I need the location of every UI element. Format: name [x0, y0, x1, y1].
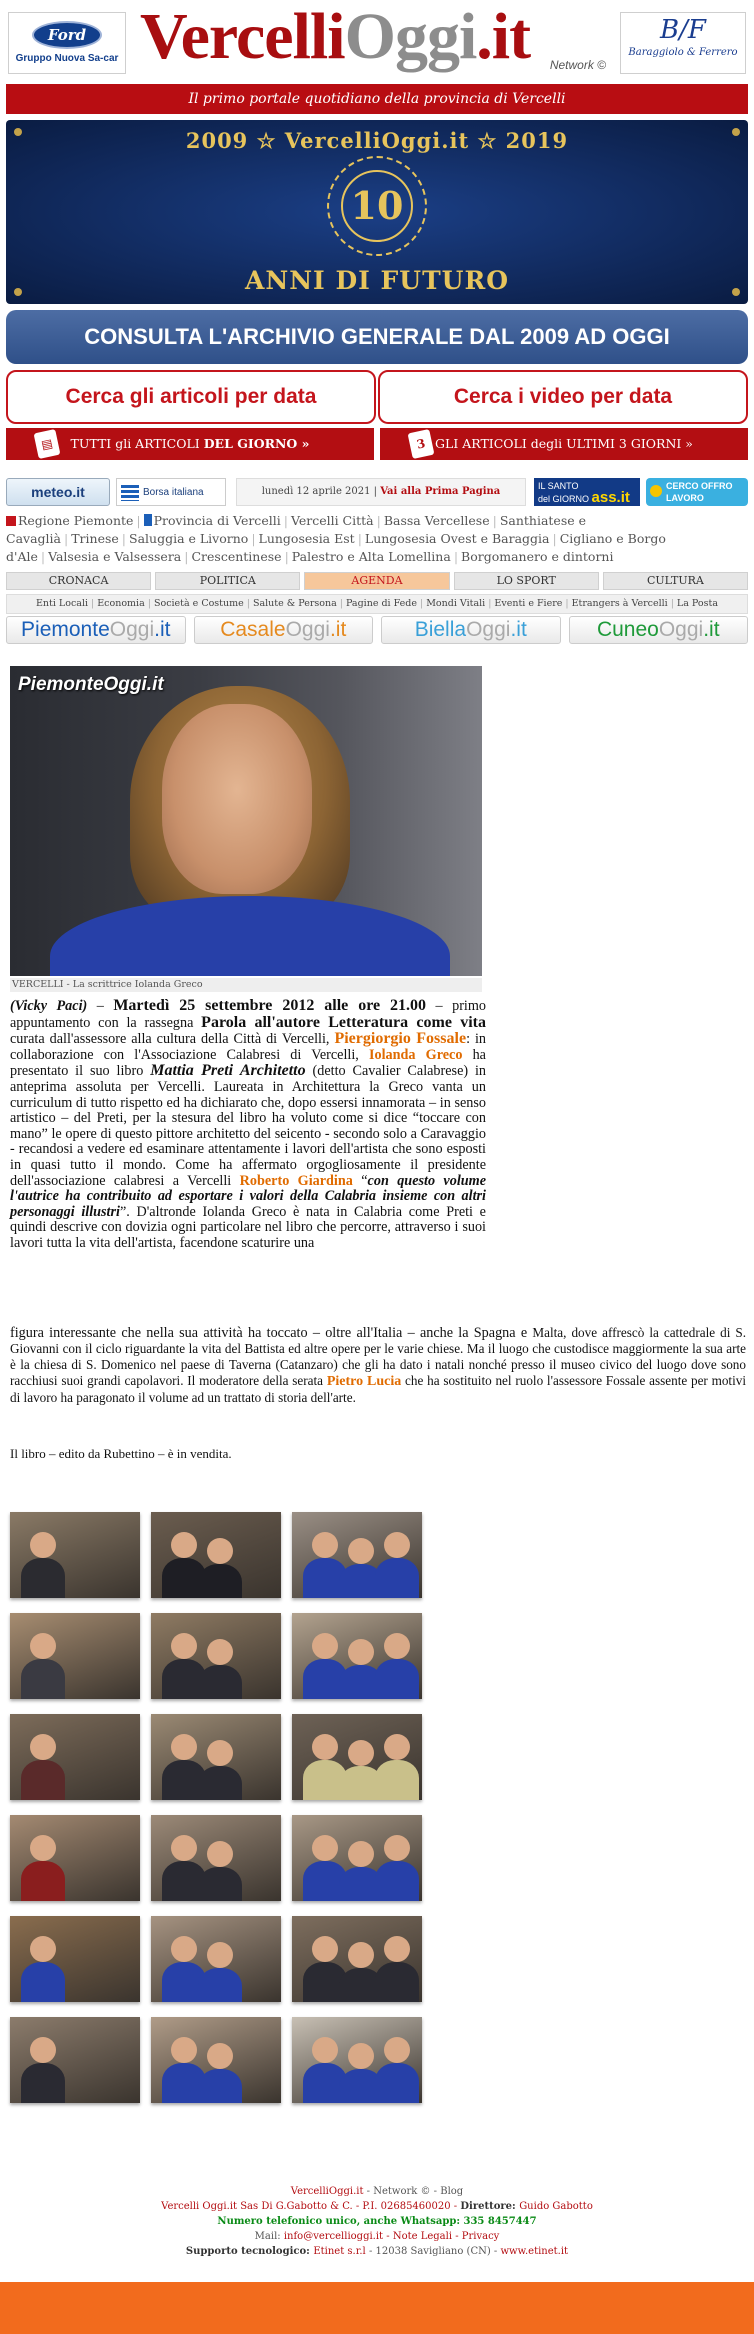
article-body-continued	[10, 1325, 746, 1406]
gallery-thumbnail[interactable]	[292, 1714, 422, 1800]
article-photo	[10, 666, 482, 976]
santo-line1: IL SANTO	[538, 481, 579, 491]
footer-brand-link[interactable]: VercelliOggi.it	[290, 2186, 364, 2197]
photo-person-head	[348, 1639, 374, 1665]
sister-site-oggi: Oggi	[285, 618, 330, 641]
gallery-thumbnail[interactable]	[10, 1815, 140, 1901]
photo-person-head	[384, 1633, 410, 1659]
gallery-thumbnail[interactable]	[292, 1815, 422, 1901]
photo-person-body	[198, 1564, 242, 1598]
sister-site-name: Cuneo	[596, 618, 659, 641]
text-segment: ha presentato il suo libro	[10, 1046, 486, 1080]
photo-person-head	[312, 2037, 338, 2063]
photo-person-head	[30, 2037, 56, 2063]
photo-person-head	[207, 1740, 233, 1766]
photo-person-body	[375, 1760, 419, 1800]
subnav-separator: |	[147, 598, 151, 609]
footer-mail-label: Mail:	[254, 2231, 284, 2242]
photo-person-head	[30, 1936, 56, 1962]
photo-person-body	[21, 1962, 65, 2002]
region-link[interactable]: Palestro e Alta Lomellina	[291, 549, 451, 564]
region-link[interactable]: Saluggia e Livorno	[129, 531, 249, 546]
region-link[interactable]: Santhiatese e Cavaglià	[6, 513, 587, 546]
lavoro-line2: LAVORO	[666, 493, 704, 503]
photo-person-head	[30, 1734, 56, 1760]
site-header	[0, 0, 754, 80]
logo-network-label: Network ©	[549, 58, 606, 72]
santo-brand: ass.it	[591, 489, 630, 506]
text-segment: che ha sostituito nel ruolo l'assessore Fossale assente per motivi di lavoro ha paragonato il volume ad un trattato di storia dell'arte.	[10, 1373, 747, 1405]
photo-person-head	[312, 1835, 338, 1861]
photo-person-head	[171, 1633, 197, 1659]
region-link[interactable]: Borgomanero e dintorni	[461, 549, 614, 564]
site-logo[interactable]	[140, 2, 610, 72]
photo-person-head	[348, 1942, 374, 1968]
photo-person-head	[348, 1538, 374, 1564]
photo-person-head	[171, 1936, 197, 1962]
region-separator: |	[357, 531, 362, 546]
region-link[interactable]: Crescentinese	[191, 549, 282, 564]
sister-site-name: Piemonte	[21, 618, 110, 641]
footer-legal-links[interactable]: - Note Legali - Privacy	[383, 2231, 500, 2242]
region-separator: |	[63, 531, 69, 546]
photo-person-head	[207, 1538, 233, 1564]
photo-person-head	[207, 1841, 233, 1867]
region-separator: |	[121, 531, 126, 546]
photo-person-body	[21, 1861, 65, 1901]
text-segment: Malta, dove affrescò la cattedrale di S. Giovanni con il ciclo riguardante la vita del Battista ed altre opere per le varie chiese. Ma il luogo che custodisce maggiormente la sua arte è la chiesa di S. Domenico nel paese di Taverna (Catanzaro) che gli ha dato i natali nonché presso il museo civico del luogo dove sono racchiusi suoi grandi capolavori. Il moderatore della serata	[10, 1325, 746, 1388]
gallery-thumbnail[interactable]	[10, 1613, 140, 1699]
ford-sponsor-banner[interactable]	[8, 12, 126, 74]
article-body	[10, 998, 486, 1252]
footer-phone: Numero telefonico unico, anche Whatsapp: 335 8457447	[217, 2216, 537, 2227]
bf-logo-icon: B/F	[660, 15, 706, 45]
footer-brand-suffix: - Network © - Blog	[363, 2186, 464, 2197]
footer-support-link[interactable]: Etinet s.r.l	[313, 2246, 366, 2257]
gallery-thumbnail[interactable]	[292, 1512, 422, 1598]
sister-site-link[interactable]	[569, 616, 749, 644]
footer-orange-bar	[0, 2282, 754, 2334]
sister-sites	[6, 616, 748, 644]
region-separator: |	[184, 549, 189, 564]
photo-person-body	[375, 1962, 419, 2002]
region-link[interactable]: Bassa Vercellese	[383, 513, 490, 528]
articles-of-the-day-button[interactable]	[6, 428, 374, 460]
ford-logo-icon: Ford	[32, 21, 102, 49]
articles-day-bold: DEL GIORNO »	[203, 436, 310, 451]
search-videos-by-date-button[interactable]: Cerca i video per data	[378, 370, 748, 424]
ford-sponsor-label: Gruppo Nuova Sa-car	[15, 53, 119, 64]
bf-sponsor-label: Baraggiolo & Ferrero	[628, 47, 738, 58]
region-nav	[6, 512, 748, 566]
text-segment: “	[352, 1172, 368, 1189]
sister-site-oggi: Oggi	[466, 618, 511, 641]
subnav-link[interactable]: Etrangers à Vercelli	[571, 598, 668, 609]
subnav-separator: |	[565, 598, 569, 609]
gallery-thumbnail[interactable]	[151, 1815, 281, 1901]
subnav-separator: |	[488, 598, 492, 609]
calendar-icon: 3	[408, 429, 435, 459]
gallery-thumbnail[interactable]	[151, 1512, 281, 1598]
section-tab-politica[interactable]: POLITICA	[155, 572, 300, 590]
text-segment: : in collaborazione con l'Associazione Calabresi di Vercelli,	[10, 1031, 487, 1063]
photo-person-head	[312, 1734, 338, 1760]
subnav-link[interactable]: Società e Costume	[153, 598, 244, 609]
photo-gallery	[10, 1512, 422, 2103]
text-segment: (detto Cavalier Calabrese) in anteprima assoluta per Vercelli. Laureata in Architettura la Greco vanta un curriculum di tutto rispetto ed ha dichiarato che, dopo essersi innamorata – in senso artistico – del Preti, per la stesura del libro ha voluto come si dice “toccare con mano” le opere di questo pittore architetto del seicento - secondo solo a Caravaggio - recandosi a vedere ed esaminare attentamente i lavori dell'artista che sono esposti in quasi tutto il mondo. Come ha affermato orgogliosamente il presidente dell'associazione calabresi a Vercelli	[10, 1063, 487, 1189]
baraggiolo-sponsor-banner[interactable]	[620, 12, 746, 74]
photo-person-head	[312, 1633, 338, 1659]
current-date: lunedì 12 aprile 2021 |	[261, 486, 378, 497]
book-publisher-note: Il libro – edito da Rubettino – è in vendita.	[10, 1446, 232, 1461]
gallery-thumbnail[interactable]	[10, 1714, 140, 1800]
meteo-link[interactable]: meteo.it	[6, 478, 110, 506]
region-link[interactable]: Trinese	[71, 531, 119, 546]
gallery-thumbnail[interactable]	[151, 1613, 281, 1699]
subnav-separator: |	[420, 598, 424, 609]
gallery-thumbnail[interactable]	[10, 1512, 140, 1598]
article-author: (Vicky Paci)	[10, 998, 88, 1014]
section-tabs	[6, 572, 748, 590]
photo-person-head	[348, 2043, 374, 2069]
section-tab-cultura[interactable]: CULTURA	[603, 572, 748, 590]
banner-subtitle: ANNI DI FUTURO	[244, 266, 510, 295]
region-separator: |	[283, 513, 288, 528]
site-tagline: Il primo portale quotidiano della provincia di Vercelli	[6, 84, 748, 114]
region-link[interactable]: Vercelli Città	[290, 513, 374, 528]
articles-day-label: TUTTI gli ARTICOLI	[70, 436, 200, 451]
photo-person-head	[171, 1532, 197, 1558]
sister-site-tld: .it	[510, 618, 527, 641]
text-segment: ”. D'altronde Iolanda Greco è nata in Calabria come Preti e quindi descrive con dovizia ogni particolare nel libro che percorre, attraverso i suoi lavori tutta la vita dell'artista, facendone scaturire una	[10, 1203, 486, 1251]
book-title: Mattia Preti Architetto	[150, 1062, 306, 1080]
sister-site-link[interactable]	[6, 616, 186, 644]
footer-company: Vercelli Oggi.it Sas Di G.Gabotto & C. - P.I. 02685460020 -	[161, 2201, 461, 2212]
author-name: Iolanda Greco	[369, 1046, 463, 1063]
region-separator: |	[492, 513, 497, 528]
footer-support-label: Supporto tecnologico:	[185, 2246, 314, 2257]
president-quote: con questo volume l'autrice ha contribuito ad esportare i valori della Calabria insieme con altri personaggi illustri	[10, 1172, 486, 1220]
article-date: Martedì 25 settembre 2012 alle ore 21.00	[113, 997, 427, 1014]
region-link[interactable]: Valsesia e Valsessera	[48, 549, 182, 564]
anniversary-badge-number: 10	[341, 170, 413, 242]
text-segment: figura interessante che nella sua attività ha toccato – oltre all'Italia – anche la Spagna e	[10, 1325, 533, 1341]
assessore-name: Piergiorgio Fossale	[334, 1030, 467, 1048]
photo-person-body	[198, 2069, 242, 2103]
anniversary-badge-icon	[327, 156, 427, 256]
photo-person-head	[384, 1936, 410, 1962]
photo-person-body	[198, 1665, 242, 1699]
photo-person-head	[30, 1633, 56, 1659]
sister-site-oggi: Oggi	[658, 618, 704, 641]
lavoro-logo-icon	[650, 485, 662, 497]
gallery-thumbnail[interactable]	[151, 2017, 281, 2103]
photo-person-head	[384, 1835, 410, 1861]
region-link[interactable]: Lungosesia Est	[258, 531, 355, 546]
sister-site-oggi: Oggi	[109, 618, 155, 641]
footer-support-site-link[interactable]: www.etinet.it	[500, 2246, 569, 2257]
subnav-separator: |	[339, 598, 343, 609]
sister-site-name: Biella	[414, 618, 467, 641]
footer-support-address: - 12038 Savigliano (CN) -	[365, 2246, 501, 2257]
photo-person-head	[207, 2043, 233, 2069]
region-separator: |	[284, 549, 289, 564]
subnav-link[interactable]: Pagine di Fede	[345, 598, 417, 609]
moderator-name: Pietro Lucia	[326, 1374, 402, 1389]
subnav-separator: |	[91, 598, 95, 609]
region-link[interactable]: Cigliano e Borgo d'Ale	[6, 531, 666, 564]
borsa-logo-icon	[121, 485, 139, 501]
photo-caption: VERCELLI - La scrittrice Iolanda Greco	[10, 978, 482, 992]
region-link[interactable]: Lungosesia Ovest e Baraggia	[364, 531, 550, 546]
santo-del-giorno-link[interactable]	[534, 478, 640, 506]
sister-site-tld: .it	[154, 618, 171, 641]
photo-person-head	[384, 2037, 410, 2063]
photo-person-head	[30, 1835, 56, 1861]
footer-director: Guido Gabotto	[519, 2201, 593, 2212]
subnav-separator: |	[246, 598, 250, 609]
photo-person-head	[30, 1532, 56, 1558]
text-dash: –	[87, 998, 114, 1014]
photo-person-head	[171, 2037, 197, 2063]
borsa-label: Borsa italiana	[143, 487, 204, 498]
photo-person-body	[375, 1861, 419, 1901]
photo-person-head	[348, 1740, 374, 1766]
photo-person-body	[21, 1659, 65, 1699]
region-separator: |	[251, 531, 256, 546]
gallery-thumbnail[interactable]	[151, 1714, 281, 1800]
sister-site-link[interactable]	[194, 616, 374, 644]
sister-site-link[interactable]	[381, 616, 561, 644]
gallery-thumbnail[interactable]	[151, 1916, 281, 2002]
section-tab-agenda[interactable]: AGENDA	[304, 572, 449, 590]
president-name: Roberto Giardina	[239, 1172, 353, 1189]
subnav-link[interactable]: Enti Locali	[36, 598, 89, 609]
borsa-link[interactable]	[116, 478, 226, 506]
photo-person-head	[207, 1942, 233, 1968]
photo-person-body	[21, 1558, 65, 1598]
sister-site-name: Casale	[220, 618, 286, 641]
footer-director-label: Direttore:	[460, 2201, 520, 2212]
footer-mail-link[interactable]: info@vercellioggi.it	[283, 2231, 384, 2242]
sub-nav	[6, 594, 748, 614]
photo-person-body	[375, 1558, 419, 1598]
region-link[interactable]: Regione Piemonte	[18, 513, 134, 528]
articles-last3-label: GLI ARTICOLI degli ULTIMI 3 GIORNI »	[435, 436, 693, 451]
subnav-link[interactable]: La Posta	[676, 598, 718, 609]
gallery-thumbnail[interactable]	[292, 2017, 422, 2103]
region-separator: |	[453, 549, 459, 564]
vercelli-crest-icon	[144, 514, 152, 526]
date-box	[236, 478, 526, 506]
search-articles-by-date-button[interactable]: Cerca gli articoli per data	[6, 370, 376, 424]
cerco-offro-lavoro-link[interactable]	[646, 478, 748, 506]
photo-person-body	[21, 1760, 65, 1800]
photo-person-head	[312, 1936, 338, 1962]
rassegna-name: Parola all'autore Letteratura come vita	[201, 1013, 486, 1031]
photo-person-head	[171, 1734, 197, 1760]
sister-site-tld: .it	[329, 618, 347, 641]
photo-person-body	[375, 1659, 419, 1699]
section-tab-cronaca[interactable]: CRONACA	[6, 572, 151, 590]
front-page-link[interactable]: Vai alla Prima Pagina	[380, 486, 501, 497]
photo-person-head	[312, 1532, 338, 1558]
logo-part-vercelli: Vercelli	[140, 0, 345, 73]
archive-button[interactable]: CONSULTA L'ARCHIVIO GENERALE DAL 2009 AD OGGI	[6, 310, 748, 364]
region-link[interactable]: Provincia di Vercelli	[153, 513, 281, 528]
region-separator: |	[40, 549, 46, 564]
subnav-link[interactable]: Mondi Vitali	[426, 598, 486, 609]
photo-person-head	[348, 1841, 374, 1867]
subnav-link[interactable]: Eventi e Fiere	[494, 598, 563, 609]
photo-person-head	[171, 1835, 197, 1861]
photo-person-body	[198, 1766, 242, 1800]
photo-person-body	[375, 2063, 419, 2103]
gallery-thumbnail[interactable]	[292, 1613, 422, 1699]
subnav-separator: |	[670, 598, 674, 609]
photo-face	[162, 704, 312, 894]
photo-person-head	[384, 1734, 410, 1760]
photo-person-body	[21, 2063, 65, 2103]
info-bar	[6, 476, 748, 508]
site-footer	[0, 2184, 754, 2259]
section-tab-lo-sport[interactable]: LO SPORT	[454, 572, 599, 590]
piemonte-flag-icon	[6, 516, 16, 526]
lavoro-line1: CERCO OFFRO	[666, 481, 733, 491]
photo-person-head	[384, 1532, 410, 1558]
region-separator: |	[376, 513, 381, 528]
subnav-link[interactable]: Economia	[97, 598, 145, 609]
santo-line2: del GIORNO	[538, 494, 590, 504]
gallery-thumbnail[interactable]	[10, 1916, 140, 2002]
banner-title: 2009 ☆ VercelliOggi.it ☆ 2019	[185, 128, 569, 153]
region-separator: |	[552, 531, 557, 546]
articles-last-3-days-button[interactable]	[380, 428, 748, 460]
text-segment: – primo appuntamento con la rassegna	[10, 998, 486, 1031]
anniversary-banner[interactable]	[6, 120, 748, 304]
photo-person-body	[198, 1867, 242, 1901]
gallery-thumbnail[interactable]	[292, 1916, 422, 2002]
photo-person-head	[207, 1639, 233, 1665]
gallery-thumbnail[interactable]	[10, 2017, 140, 2103]
logo-part-oggi: Oggi	[344, 0, 477, 73]
region-separator: |	[136, 513, 141, 528]
photo-watermark: PiemonteOggi.it	[18, 674, 164, 695]
subnav-link[interactable]: Salute & Persona	[252, 598, 337, 609]
sister-site-tld: .it	[703, 618, 720, 641]
logo-part-it: .it	[476, 0, 531, 73]
text-segment: curata dall'assessore alla cultura della Città di Vercelli,	[10, 1031, 335, 1048]
newspaper-icon: ▤	[34, 429, 61, 459]
photo-person-body	[198, 1968, 242, 2002]
